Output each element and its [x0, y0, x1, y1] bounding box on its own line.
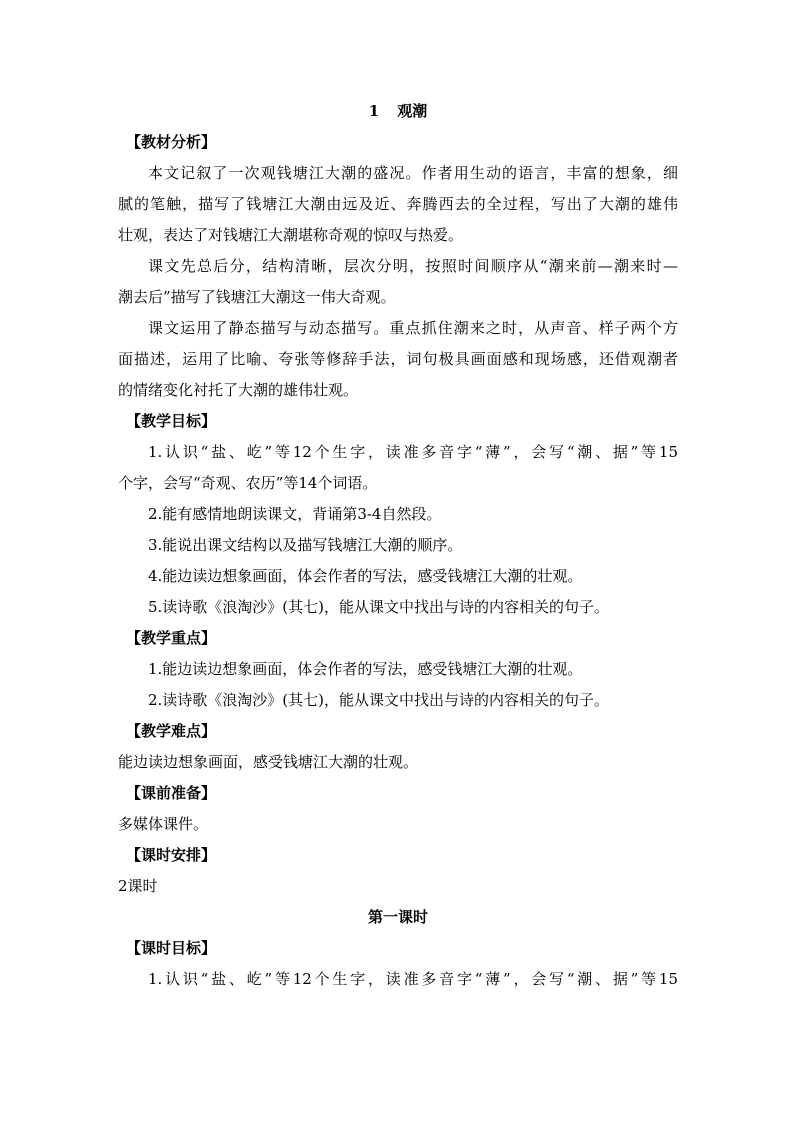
analysis-paragraph-3-line-3: 的情绪变化衬托了大潮的雄伟壮观。	[118, 381, 359, 399]
preparation-text: 多媒体课件。	[118, 815, 209, 833]
goal-item-2: 2.能有感情地朗读课文，背诵第3-4自然段。	[148, 505, 442, 523]
schedule-text: 2课时	[118, 877, 158, 895]
analysis-paragraph-1-line-2: 腻的笔触，描写了钱塘江大潮由远及近、奔腾西去的全过程，写出了大潮的雄伟	[118, 195, 678, 213]
section-heading-goals: 【教学目标】	[126, 412, 217, 430]
lesson-number: 1	[368, 102, 380, 120]
section-heading-preparation: 【课前准备】	[126, 784, 217, 802]
analysis-paragraph-1-line-1: 本文记叙了一次观钱塘江大潮的盛况。作者用生动的语言，丰富的想象，细	[148, 164, 678, 182]
lesson-title	[118, 96, 678, 127]
analysis-paragraph-2-line-2: 潮去后”描写了钱塘江大潮这一伟大奇观。	[118, 288, 396, 306]
key-point-item-2: 2.读诗歌《浪淘沙》(其七)，能从课文中找出与诗的内容相关的句子。	[148, 691, 610, 709]
difficulty-text: 能边读边想象画面，感受钱塘江大潮的壮观。	[118, 753, 419, 771]
analysis-paragraph-2-line-1: 课文先总后分，结构清晰，层次分明，按照时间顺序从“潮来前—潮来时—	[148, 257, 678, 275]
analysis-paragraph-3-line-1: 课文运用了静态描写与动态描写。重点抓住潮来之时，从声音、样子两个方	[148, 319, 678, 337]
key-point-item-1: 1.能边读边想象画面，体会作者的写法，感受钱塘江大潮的壮观。	[148, 660, 583, 678]
section-heading-difficulty: 【教学难点】	[126, 722, 217, 740]
document-page	[118, 96, 678, 995]
lesson-1-title: 第一课时	[367, 908, 428, 926]
lesson-title-text: 观潮	[397, 102, 428, 120]
section-heading-key-points: 【教学重点】	[126, 629, 217, 647]
goal-item-4: 4.能边读边想象画面，体会作者的写法，感受钱塘江大潮的壮观。	[148, 567, 583, 585]
section-heading-schedule: 【课时安排】	[126, 846, 217, 864]
goal-item-5: 5.读诗歌《浪淘沙》(其七)，能从课文中找出与诗的内容相关的句子。	[148, 598, 610, 616]
goal-item-1-line-1: 1.认识“盐、屹”等12个生字，读准多音字“薄”，会写“潮、据”等15	[148, 443, 678, 461]
goal-item-3: 3.能说出课文结构以及描写钱塘江大潮的顺序。	[148, 536, 463, 554]
goal-item-1-line-2: 个字，会写“奇观、农历”等14个词语。	[118, 474, 378, 492]
analysis-paragraph-3-line-2: 面描述，运用了比喻、夸张等修辞手法，词句极具画面感和现场感，还借观潮者	[118, 350, 678, 368]
analysis-paragraph-1-line-3: 壮观，表达了对钱塘江大潮堪称奇观的惊叹与热爱。	[118, 226, 464, 244]
lesson-1-goal-1-line-1: 1.认识“盐、屹”等12个生字，读准多音字“薄”，会写“潮、据”等15	[148, 970, 678, 988]
section-heading-analysis: 【教材分析】	[126, 133, 217, 151]
lesson-1-goals-heading: 【课时目标】	[126, 939, 217, 957]
